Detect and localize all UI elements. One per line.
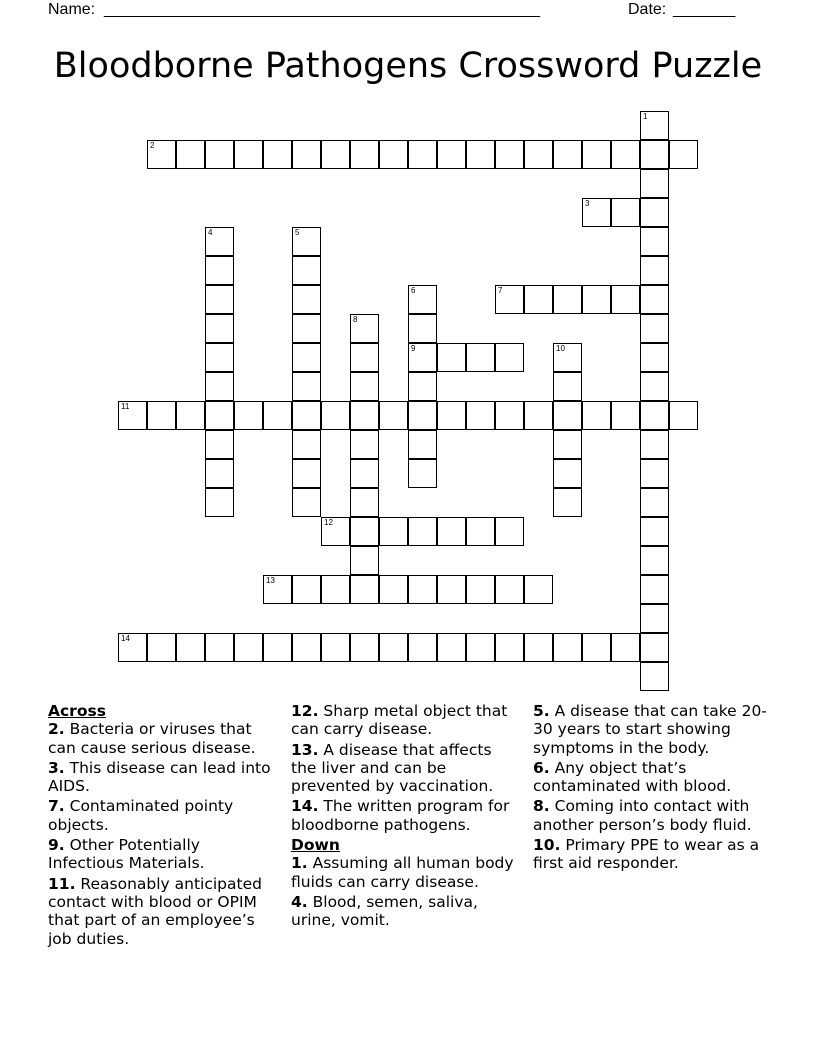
grid-cell[interactable] bbox=[350, 430, 379, 459]
clue-text: Other Potentially Infectious Materials. bbox=[48, 836, 205, 873]
grid-cell[interactable] bbox=[495, 343, 524, 372]
grid-cell[interactable] bbox=[350, 517, 379, 546]
grid-cell[interactable] bbox=[292, 256, 321, 285]
grid-cell[interactable] bbox=[292, 488, 321, 517]
grid-cell[interactable] bbox=[234, 401, 263, 430]
clue-text: Assuming all human body fluids can carry disease. bbox=[291, 854, 514, 891]
across-heading: Across bbox=[48, 702, 106, 720]
grid-cell[interactable] bbox=[205, 372, 234, 401]
clue-item bbox=[291, 702, 516, 739]
cell-number: 13 bbox=[266, 576, 275, 585]
cell-number: 11 bbox=[121, 402, 130, 411]
clue-text: A disease that can take 20-30 years to start showing symptoms in the body. bbox=[533, 702, 767, 757]
grid-cell[interactable] bbox=[640, 198, 669, 227]
grid-cell[interactable] bbox=[321, 140, 350, 169]
grid-cell[interactable] bbox=[205, 488, 234, 517]
clue-text: Blood, semen, saliva, urine, vomit. bbox=[291, 892, 478, 930]
across-clues-list-continued bbox=[291, 702, 516, 834]
grid-cell[interactable] bbox=[553, 459, 582, 488]
clue-item bbox=[533, 759, 773, 796]
cell-number: 14 bbox=[121, 634, 130, 643]
grid-cell[interactable] bbox=[379, 401, 408, 430]
clue-text: The written program for bloodborne pathogens. bbox=[291, 797, 510, 834]
grid-cell[interactable] bbox=[640, 227, 669, 256]
grid-cell[interactable] bbox=[205, 140, 234, 169]
clue-text: Bacteria or viruses that can cause serious disease. bbox=[48, 720, 256, 757]
grid-cell[interactable] bbox=[466, 343, 495, 372]
down-heading: Down bbox=[291, 836, 340, 855]
grid-cell[interactable] bbox=[350, 575, 379, 604]
grid-cell[interactable] bbox=[640, 459, 669, 488]
grid-cell[interactable] bbox=[292, 140, 321, 169]
grid-cell[interactable] bbox=[495, 517, 524, 546]
across-clues-list bbox=[48, 720, 276, 948]
clue-item bbox=[48, 836, 276, 873]
grid-cell[interactable] bbox=[147, 401, 176, 430]
grid-cell[interactable] bbox=[553, 285, 582, 314]
grid-cell[interactable] bbox=[321, 633, 350, 662]
grid-cell[interactable] bbox=[640, 575, 669, 604]
grid-cell[interactable] bbox=[582, 140, 611, 169]
grid-cell[interactable] bbox=[611, 285, 640, 314]
grid-cell[interactable] bbox=[408, 633, 437, 662]
grid-cell[interactable] bbox=[640, 662, 669, 691]
grid-cell[interactable] bbox=[205, 343, 234, 372]
clue-item bbox=[291, 893, 516, 930]
grid-cell[interactable] bbox=[205, 256, 234, 285]
grid-cell[interactable] bbox=[669, 140, 698, 169]
grid-cell[interactable] bbox=[350, 633, 379, 662]
cell-number: 3 bbox=[585, 199, 590, 208]
clue-text: A disease that affects the liver and can be prevented by vaccination. bbox=[291, 740, 494, 796]
date-field[interactable]: _______ bbox=[673, 1, 736, 18]
clue-item bbox=[48, 759, 276, 796]
grid-cell[interactable] bbox=[292, 343, 321, 372]
grid-cell[interactable] bbox=[466, 401, 495, 430]
grid-cell[interactable] bbox=[437, 575, 466, 604]
grid-cell[interactable] bbox=[408, 575, 437, 604]
clue-text: Coming into contact with another person’s body fluid. bbox=[533, 797, 752, 834]
grid-cell[interactable] bbox=[582, 285, 611, 314]
grid-cell[interactable] bbox=[553, 343, 582, 372]
grid-cell[interactable] bbox=[408, 343, 437, 372]
grid-cell[interactable] bbox=[524, 575, 553, 604]
grid-cell[interactable] bbox=[292, 227, 321, 256]
clue-number: 8. bbox=[533, 797, 550, 816]
grid-cell[interactable] bbox=[379, 575, 408, 604]
grid-cell[interactable] bbox=[640, 546, 669, 575]
cell-number: 10 bbox=[556, 344, 565, 353]
grid-cell[interactable] bbox=[118, 633, 147, 662]
grid-cell[interactable] bbox=[408, 401, 437, 430]
grid-cell[interactable] bbox=[292, 372, 321, 401]
grid-cell[interactable] bbox=[350, 314, 379, 343]
grid-cell[interactable] bbox=[640, 372, 669, 401]
clue-number: 9. bbox=[48, 836, 65, 855]
grid-cell[interactable] bbox=[234, 140, 263, 169]
grid-cell[interactable] bbox=[495, 140, 524, 169]
clue-text: Any object that’s contaminated with blood. bbox=[533, 758, 732, 796]
grid-cell[interactable] bbox=[379, 633, 408, 662]
grid-cell[interactable] bbox=[263, 140, 292, 169]
clue-number: 13. bbox=[291, 740, 319, 759]
grid-cell[interactable] bbox=[466, 633, 495, 662]
grid-cell[interactable] bbox=[379, 517, 408, 546]
grid-cell[interactable] bbox=[640, 430, 669, 459]
clue-number: 4. bbox=[291, 892, 308, 911]
clue-number: 11. bbox=[48, 874, 76, 893]
grid-cell[interactable] bbox=[205, 314, 234, 343]
grid-cell[interactable] bbox=[669, 401, 698, 430]
grid-cell[interactable] bbox=[437, 343, 466, 372]
grid-cell[interactable] bbox=[205, 227, 234, 256]
clue-text: Primary PPE to wear as a first aid responder. bbox=[533, 836, 760, 873]
clue-text: Reasonably anticipated contact with blood or OPIM that part of an employee’s job duties. bbox=[48, 874, 262, 948]
grid-cell[interactable] bbox=[524, 285, 553, 314]
grid-cell[interactable] bbox=[408, 285, 437, 314]
clues-column-3 bbox=[533, 702, 773, 875]
grid-cell[interactable] bbox=[205, 633, 234, 662]
clue-text: This disease can lead into AIDS. bbox=[48, 758, 271, 796]
grid-cell[interactable] bbox=[437, 633, 466, 662]
down-clues-list bbox=[291, 854, 516, 929]
grid-cell[interactable] bbox=[292, 401, 321, 430]
clue-item bbox=[533, 702, 773, 757]
grid-cell[interactable] bbox=[640, 285, 669, 314]
grid-cell[interactable] bbox=[408, 314, 437, 343]
grid-cell[interactable] bbox=[553, 633, 582, 662]
grid-cell[interactable] bbox=[292, 285, 321, 314]
grid-cell[interactable] bbox=[234, 633, 263, 662]
clue-item bbox=[48, 720, 276, 757]
clues-column-2 bbox=[291, 702, 516, 932]
name-label: Name: bbox=[48, 1, 96, 18]
clue-item bbox=[291, 797, 516, 834]
grid-cell[interactable] bbox=[553, 430, 582, 459]
grid-cell[interactable] bbox=[437, 140, 466, 169]
grid-cell[interactable] bbox=[350, 488, 379, 517]
grid-cell[interactable] bbox=[553, 372, 582, 401]
grid-cell[interactable] bbox=[350, 343, 379, 372]
grid-cell[interactable] bbox=[292, 430, 321, 459]
grid-cell[interactable] bbox=[582, 401, 611, 430]
grid-cell[interactable] bbox=[495, 633, 524, 662]
clue-item bbox=[48, 797, 276, 834]
grid-cell[interactable] bbox=[640, 140, 669, 169]
grid-cell[interactable] bbox=[263, 401, 292, 430]
grid-cell[interactable] bbox=[205, 459, 234, 488]
grid-cell[interactable] bbox=[495, 285, 524, 314]
page-title: Bloodborne Pathogens Crossword Puzzle bbox=[53, 46, 763, 86]
cell-number: 1 bbox=[643, 112, 648, 121]
clue-text: Contaminated pointy objects. bbox=[48, 797, 234, 834]
grid-cell[interactable] bbox=[379, 140, 408, 169]
grid-cell[interactable] bbox=[495, 575, 524, 604]
cell-number: 12 bbox=[324, 518, 333, 527]
grid-cell[interactable] bbox=[408, 140, 437, 169]
clue-item bbox=[291, 741, 516, 796]
grid-cell[interactable] bbox=[176, 140, 205, 169]
grid-cell[interactable] bbox=[640, 169, 669, 198]
grid-cell[interactable] bbox=[408, 459, 437, 488]
grid-cell[interactable] bbox=[408, 372, 437, 401]
grid-cell[interactable] bbox=[582, 633, 611, 662]
grid-cell[interactable] bbox=[350, 546, 379, 575]
grid-cell[interactable] bbox=[176, 633, 205, 662]
cell-number: 4 bbox=[208, 228, 213, 237]
grid-cell[interactable] bbox=[350, 401, 379, 430]
grid-cell[interactable] bbox=[640, 314, 669, 343]
cell-number: 2 bbox=[150, 141, 155, 150]
clue-number: 12. bbox=[291, 702, 319, 720]
grid-cell[interactable] bbox=[292, 314, 321, 343]
grid-cell[interactable] bbox=[553, 401, 582, 430]
cell-number: 9 bbox=[411, 344, 416, 353]
grid-cell[interactable] bbox=[466, 575, 495, 604]
grid-cell[interactable] bbox=[147, 633, 176, 662]
grid-cell[interactable] bbox=[205, 430, 234, 459]
down-clues-list-continued bbox=[533, 702, 773, 873]
grid-cell[interactable] bbox=[321, 575, 350, 604]
clue-text: Sharp metal object that can carry disease. bbox=[291, 702, 508, 739]
clue-item bbox=[48, 875, 276, 948]
grid-cell[interactable] bbox=[437, 517, 466, 546]
grid-cell[interactable] bbox=[466, 517, 495, 546]
grid-cell[interactable] bbox=[437, 401, 466, 430]
cell-number: 8 bbox=[353, 315, 358, 324]
grid-cell[interactable] bbox=[553, 140, 582, 169]
grid-cell[interactable] bbox=[611, 401, 640, 430]
cell-number: 7 bbox=[498, 286, 503, 295]
grid-cell[interactable] bbox=[321, 401, 350, 430]
grid-cell[interactable] bbox=[640, 517, 669, 546]
grid-cell[interactable] bbox=[408, 430, 437, 459]
clues-column-1 bbox=[48, 702, 276, 950]
clue-number: 1. bbox=[291, 854, 308, 873]
grid-cell[interactable] bbox=[408, 517, 437, 546]
clue-number: 14. bbox=[291, 797, 319, 816]
cell-number: 6 bbox=[411, 286, 416, 295]
grid-cell[interactable] bbox=[350, 372, 379, 401]
clue-number: 2. bbox=[48, 720, 65, 739]
grid-cell[interactable] bbox=[640, 111, 669, 140]
clue-number: 10. bbox=[533, 836, 561, 855]
clue-number: 7. bbox=[48, 797, 65, 816]
grid-cell[interactable] bbox=[176, 401, 205, 430]
grid-cell[interactable] bbox=[147, 140, 176, 169]
grid-cell[interactable] bbox=[640, 633, 669, 662]
name-field[interactable]: _________________________________________________ bbox=[104, 1, 541, 18]
grid-cell[interactable] bbox=[640, 604, 669, 633]
grid-cell[interactable] bbox=[118, 401, 147, 430]
clue-number: 3. bbox=[48, 758, 65, 777]
clue-item bbox=[291, 854, 516, 891]
grid-cell[interactable] bbox=[524, 633, 553, 662]
grid-cell[interactable] bbox=[524, 401, 553, 430]
grid-cell[interactable] bbox=[524, 140, 553, 169]
clue-number: 6. bbox=[533, 758, 550, 777]
grid-cell[interactable] bbox=[205, 285, 234, 314]
cell-number: 5 bbox=[295, 228, 300, 237]
grid-cell[interactable] bbox=[553, 488, 582, 517]
grid-cell[interactable] bbox=[495, 401, 524, 430]
grid-cell[interactable] bbox=[582, 198, 611, 227]
grid-cell[interactable] bbox=[466, 140, 495, 169]
clue-item bbox=[533, 797, 773, 834]
grid-cell[interactable] bbox=[292, 575, 321, 604]
grid-cell[interactable] bbox=[640, 256, 669, 285]
grid-cell[interactable] bbox=[263, 633, 292, 662]
grid-cell[interactable] bbox=[611, 198, 640, 227]
grid-cell[interactable] bbox=[640, 401, 669, 430]
grid-cell[interactable] bbox=[205, 401, 234, 430]
grid-cell[interactable] bbox=[292, 633, 321, 662]
grid-cell[interactable] bbox=[292, 459, 321, 488]
grid-cell[interactable] bbox=[321, 517, 350, 546]
grid-cell[interactable] bbox=[350, 459, 379, 488]
grid-cell[interactable] bbox=[611, 633, 640, 662]
grid-cell[interactable] bbox=[640, 343, 669, 372]
grid-cell[interactable] bbox=[350, 140, 379, 169]
clue-number: 5. bbox=[533, 702, 550, 720]
date-label: Date: bbox=[628, 1, 667, 18]
clue-item bbox=[533, 836, 773, 873]
grid-cell[interactable] bbox=[611, 140, 640, 169]
grid-cell[interactable] bbox=[640, 488, 669, 517]
grid-cell[interactable] bbox=[263, 575, 292, 604]
